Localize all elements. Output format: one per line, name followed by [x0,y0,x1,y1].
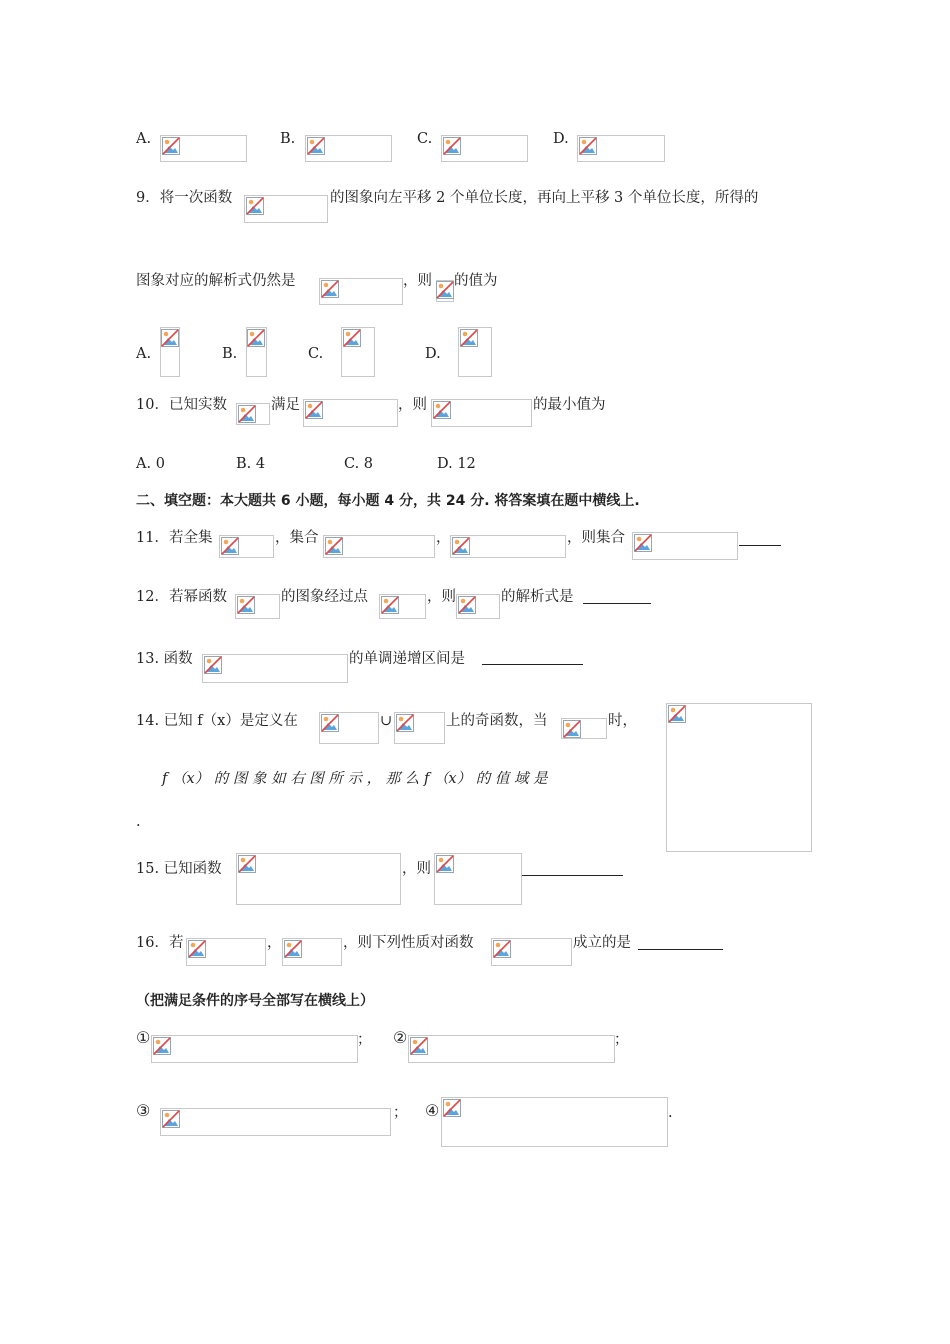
formula-image [434,853,522,905]
formula-image [186,938,266,966]
formula-image [441,1097,668,1147]
formula-image [160,135,247,162]
q10-text-3: ，则 [398,397,427,413]
q9-option-a-label: A. [136,346,152,362]
broken-image-icon [452,537,470,555]
broken-image-icon [443,1099,461,1117]
broken-image-icon [634,534,652,552]
formula-image [379,594,426,619]
broken-image-icon [204,656,222,674]
q12-text-1: 12．若幂函数 [136,589,227,605]
q13-text-2: 的单调递增区间是 [349,651,465,667]
q10-text-2: 满足 [271,397,300,413]
broken-image-icon [396,714,414,732]
section-heading: 二、填空题：本大题共 6 小题，每小题 4 分，共 24 分. 将答案填在题中横线上. [136,493,640,509]
formula-image [236,403,270,425]
formula-image [450,535,566,558]
q16-text-3: ，则下列性质对函数 [343,935,474,951]
formula-image [219,535,274,558]
broken-image-icon [460,329,478,347]
broken-image-icon [563,720,581,738]
formula-image [458,327,492,377]
broken-image-icon [381,596,399,614]
formula-image [577,135,665,162]
broken-image-icon [668,705,686,723]
formula-image [441,135,528,162]
item-3-marker: ③ [136,1101,151,1120]
formula-image [436,280,454,302]
q15-text-2: ，则 [402,861,431,877]
item-4-end: . [668,1105,673,1121]
q9-text-5: 的值为 [454,273,498,289]
q10-option-b: B. 4 [236,456,266,472]
broken-image-icon [284,940,302,958]
broken-image-icon [247,329,265,347]
q9-text-1: 9．将一次函数 [136,190,233,206]
broken-image-icon [237,596,255,614]
formula-image [632,532,738,560]
q10-option-d: D. 12 [437,456,476,472]
formula-image [319,712,379,744]
broken-image-icon [410,1037,428,1055]
function-graph-image [666,703,812,852]
formula-image [341,327,375,377]
broken-image-icon [161,329,179,347]
broken-image-icon [221,537,239,555]
broken-image-icon [305,401,323,419]
item-2-marker: ② [393,1028,408,1047]
q13-text-1: 13. 函数 [136,651,193,667]
q10-option-a: A. 0 [136,456,165,472]
formula-image [408,1035,615,1063]
q11-text-4: ，则集合 [567,530,625,546]
formula-image [319,278,403,305]
formula-image [160,327,180,377]
answer-blank[interactable] [583,603,651,604]
q14-text-1: 14. 已知 f（x）是定义在 [136,713,298,729]
answer-blank[interactable] [482,664,583,665]
broken-image-icon [443,137,461,155]
q8-option-d-label: D. [553,131,569,147]
q8-option-b-label: B. [280,131,296,147]
q9-option-d-label: D. [425,346,441,362]
answer-blank[interactable] [522,875,623,876]
formula-image [323,535,435,558]
formula-image [202,654,348,683]
q9-option-b-label: B. [222,346,238,362]
broken-image-icon [321,280,339,298]
q9-text-2: 的图象向左平移 2 个单位长度，再向上平移 3 个单位长度，所得的 [330,190,759,206]
answer-blank[interactable] [739,545,781,546]
q8-option-c-label: C. [417,131,433,147]
item-2-end: ； [614,1032,629,1048]
q12-text-2: 的图象经过点 [281,589,368,605]
answer-blank[interactable] [638,949,723,950]
q14-text-4: 时， [608,713,637,729]
q14-text-5: f （x） 的 图 象 如 右 图 所 示 ， 那 么 f （x） 的 值 域 是 [162,771,548,787]
formula-image [561,718,607,739]
item-3-end: ； [393,1105,408,1121]
broken-image-icon [325,537,343,555]
q10-text-1: 10．已知实数 [136,397,227,413]
item-1-end: ； [357,1032,372,1048]
q16-text-2: ， [267,935,282,951]
formula-image [151,1035,358,1063]
formula-image [305,135,392,162]
q9-text-3: 图象对应的解析式仍然是 [136,273,296,289]
q9-text-4: ，则 [403,273,432,289]
broken-image-icon [162,137,180,155]
q14-text-3: 上的奇函数，当 [446,713,548,729]
q15-text-1: 15. 已知函数 [136,861,222,877]
broken-image-icon [433,401,451,419]
broken-image-icon [153,1037,171,1055]
broken-image-icon [321,714,339,732]
broken-image-icon [493,940,511,958]
q14-text-6: . [136,814,141,830]
q16-text-1: 16．若 [136,935,184,951]
broken-image-icon [188,940,206,958]
formula-image [456,594,500,619]
formula-image [282,938,342,966]
q14-text-2: ∪ [380,713,393,729]
formula-image [394,712,445,744]
q11-text-3: ， [436,530,451,546]
q12-text-3: ，则 [427,589,456,605]
q16-text-4: 成立的是 [573,935,631,951]
formula-image [236,853,401,905]
item-4-marker: ④ [425,1101,440,1120]
broken-image-icon [307,137,325,155]
instruction-note: （把满足条件的序号全部写在横线上） [136,993,374,1009]
formula-image [246,327,267,377]
q10-option-c: C. 8 [344,456,374,472]
broken-image-icon [162,1110,180,1128]
broken-image-icon [436,855,454,873]
item-1-marker: ① [136,1028,151,1047]
broken-image-icon [436,281,454,299]
formula-image [160,1108,391,1136]
broken-image-icon [343,329,361,347]
formula-image [244,195,328,223]
broken-image-icon [458,596,476,614]
broken-image-icon [246,197,264,215]
broken-image-icon [579,137,597,155]
formula-image [431,399,532,427]
formula-image [491,938,572,966]
q8-option-a-label: A. [136,131,152,147]
q11-text-1: 11．若全集 [136,530,213,546]
broken-image-icon [238,405,256,423]
q11-text-2: ，集合 [275,530,319,546]
q9-option-c-label: C. [308,346,324,362]
formula-image [303,399,398,427]
q12-text-4: 的解析式是 [501,589,574,605]
formula-image [235,594,280,619]
broken-image-icon [238,855,256,873]
q10-text-4: 的最小值为 [533,397,606,413]
